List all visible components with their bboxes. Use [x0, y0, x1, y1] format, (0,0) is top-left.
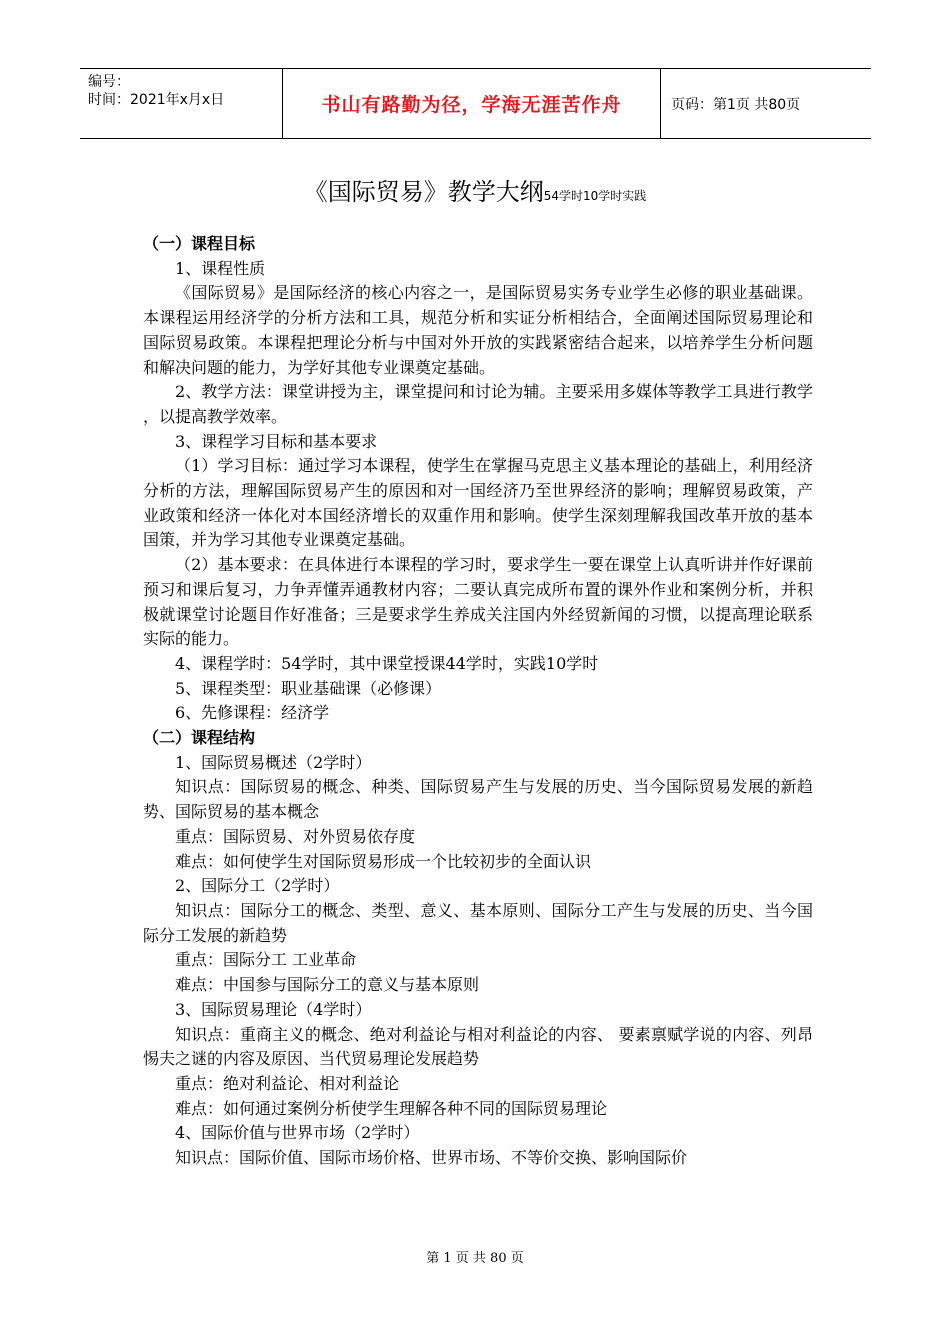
- paragraph: 难点：如何使学生对国际贸易形成一个比较初步的全面认识: [175, 851, 592, 871]
- title-main: 《国际贸易》教学大纲: [303, 178, 544, 206]
- page-info: 页码：第1页 共80页: [671, 96, 801, 113]
- paragraph: 知识点：国际分工的概念、类型、意义、基本原则、国际分工产生与发展的历史、当今国际分工发展的新趋势: [143, 900, 813, 945]
- section-heading: （二）课程结构: [143, 728, 256, 748]
- paragraph: 2、国际分工（2学时）: [175, 876, 340, 896]
- paragraph: （1）学习目标：通过学习本课程，使学生在掌握马克思主义基本理论的基础上，利用经济分析的方法，理解国际贸易产生的原因和对一国经济乃至世界经济的影响；理解贸易政策，产业政策和经济一体化对本国经济增长的双重作用和影响。使学生深刻理解我国改革开放的基本国策，并为学习其他专业课奠定基础。: [143, 456, 813, 550]
- paragraph: （2）基本要求：在具体进行本课程的学习时，要求学生一要在课堂上认真听讲并作好课前预习和课后复习，力争弄懂弄通教材内容；二要认真完成所布置的课外作业和案例分析，并积极就课堂讨论题目作好准备；三是要求学生养成关注国内外经贸新闻的习惯，以提高理论联系实际的能力。: [143, 555, 813, 649]
- paragraph: 重点：国际分工 工业革命: [175, 950, 357, 970]
- paragraph: 难点：中国参与国际分工的意义与基本原则: [175, 975, 480, 995]
- header-left-cell: [80, 69, 283, 138]
- number-label: 编号：: [88, 74, 130, 90]
- paragraph: 4、国际价值与世界市场（2学时）: [175, 1123, 420, 1143]
- document-title: [0, 172, 950, 207]
- paragraph: 1、课程性质: [175, 258, 266, 278]
- paragraph: 5、课程类型：职业基础课（必修课）: [175, 678, 442, 698]
- date-label: 时间：2021年x月x日: [88, 92, 225, 108]
- title-sub: 54学时10学时实践: [543, 189, 647, 203]
- page-footer: 第 1 页 共 80 页: [426, 1251, 524, 1266]
- paragraph: 6、先修课程：经济学: [175, 703, 330, 723]
- motto: 书山有路勤为径，学海无涯苦作舟: [283, 69, 661, 138]
- paragraph: 3、国际贸易理论（4学时）: [175, 999, 372, 1019]
- paragraph: 1、国际贸易概述（2学时）: [175, 752, 372, 772]
- paragraph: 难点：如何通过案例分析使学生理解各种不同的国际贸易理论: [175, 1098, 608, 1118]
- paragraph: 知识点：重商主义的概念、绝对利益论与相对利益论的内容、 要素禀赋学说的内容、列昂惕夫之谜的内容及原因、当代贸易理论发展趋势: [143, 1024, 813, 1069]
- paragraph: 《国际贸易》是国际经济的核心内容之一，是国际贸易实务专业学生必修的职业基础课。本课程运用经济学的分析方法和工具，规范分析和实证分析相结合，全面阐述国际贸易理论和国际贸易政策。本课程把理论分析与中国对外开放的实践紧密结合起来，以培养学生分析问题和解决问题的能力，为学好其他专业课奠定基础。: [143, 283, 813, 377]
- paragraph: 4、课程学时：54学时，其中课堂授课44学时，实践10学时: [175, 653, 599, 673]
- header-table: [80, 68, 871, 139]
- paragraph: 2、教学方法：课堂讲授为主，课堂提问和讨论为辅。主要采用多媒体等教学工具进行教学 ，以提高教学效率。: [143, 382, 813, 426]
- paragraph: 知识点：国际价值、国际市场价格、世界市场、不等价交换、影响国际价: [175, 1148, 688, 1168]
- paragraph: 3、课程学习目标和基本要求: [175, 431, 378, 451]
- section-heading: （一）课程目标: [143, 234, 256, 253]
- document-body: [143, 232, 813, 1171]
- paragraph: 重点：绝对利益论、相对利益论: [175, 1073, 400, 1093]
- paragraph: 重点：国际贸易、对外贸易依存度: [175, 826, 416, 846]
- paragraph: 知识点：国际贸易的概念、种类、国际贸易产生与发展的历史、当今国际贸易发展的新趋势、国际贸易的基本概念: [143, 777, 813, 822]
